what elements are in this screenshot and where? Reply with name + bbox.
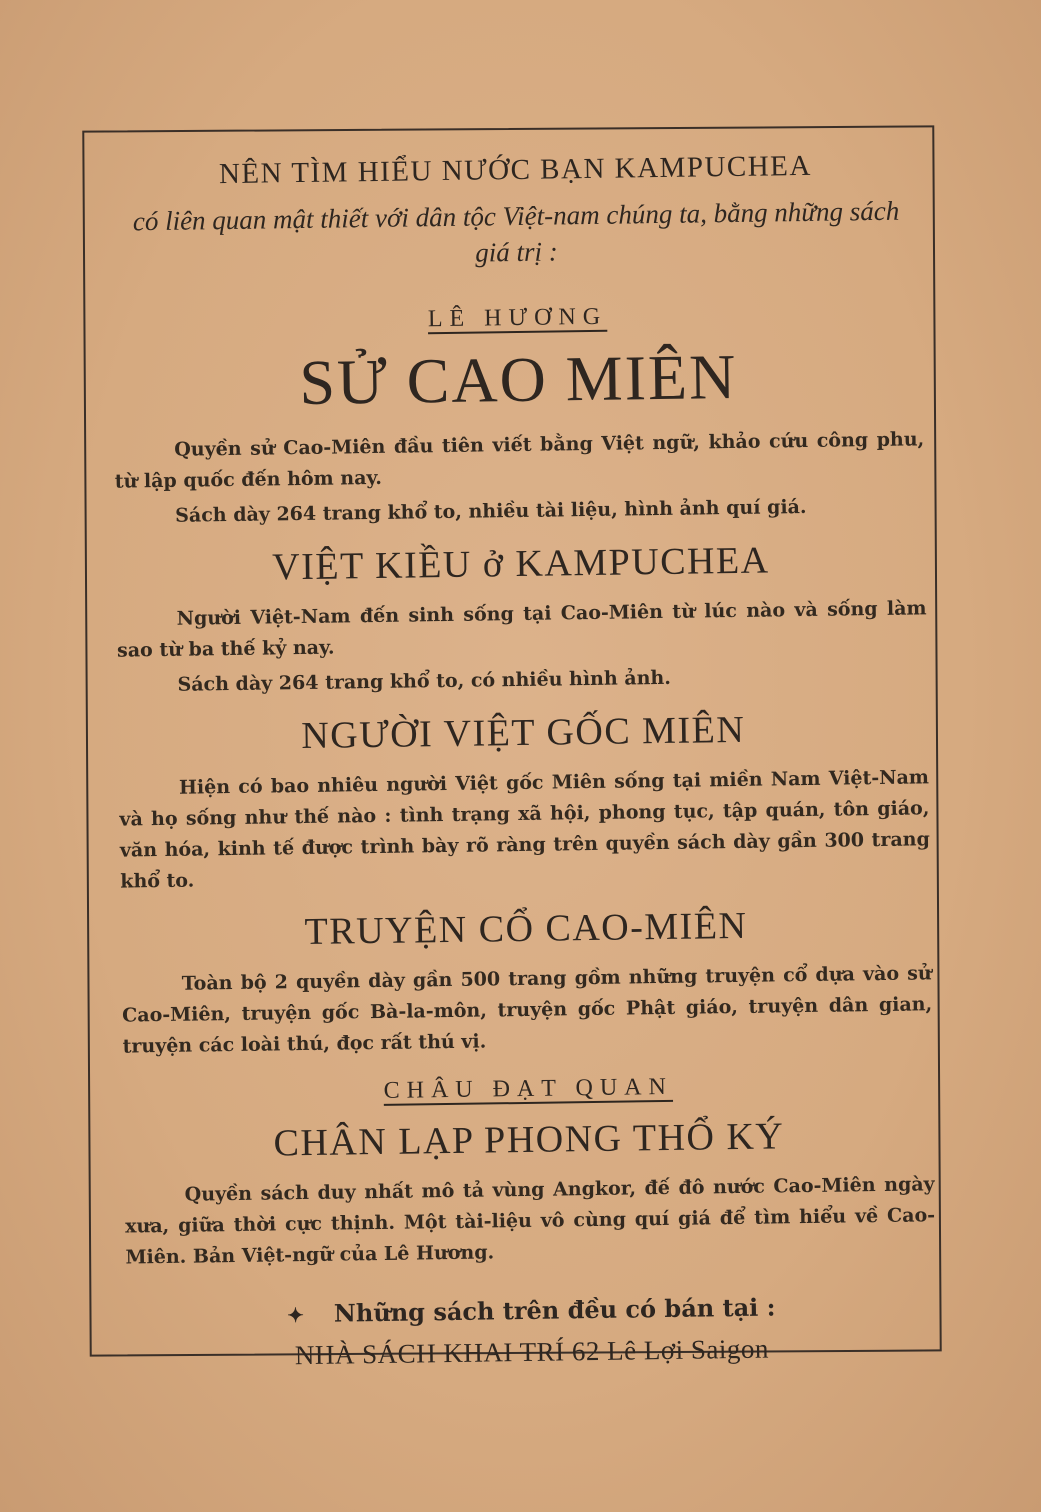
author-le-huong: LÊ HƯƠNG: [427, 303, 608, 333]
book-title-nguoi-viet-goc-mien: NGƯỜI VIỆT GỐC MIÊN: [301, 708, 746, 758]
advertisement: [110, 134, 937, 1376]
book-title-truyen-co: TRUYỆN CỔ CAO-MIÊN: [304, 904, 748, 954]
book-description: Hiện có bao nhiêu người Việt gốc Miên sống tại miền Nam Việt-Nam và họ sống như thế nào : tình trạng xã hội, phong tục, tập quán, tôn giáo, văn hóa, kinh tế được trình bày rõ ràng trên quyền sách dày gần 300 trang khổ to.: [119, 766, 930, 893]
author-chau-dat-quan: CHÂU ĐẠT QUAN: [383, 1073, 674, 1104]
book-description: Toàn bộ 2 quyền dày gần 500 trang gồm những truyện cổ dựa vào sử Cao-Miên, truyện gốc Bà-la-môn, truyện gốc Phật giáo, truyện dân gian, truyện các loài thú, đọc rất thú vị.: [122, 962, 933, 1058]
page-heading: NÊN TÌM HIỂU NƯỚC BẠN KAMPUCHEA: [218, 149, 813, 191]
subheading: có liên quan mật thiết với dân tộc Việt-nam chúng ta, bằng những sách giá trị :: [132, 195, 900, 268]
book-detail: Sách dày 264 trang khổ to, có nhiều hình ảnh.: [177, 666, 672, 696]
bookstore-address: NHÀ SÁCH KHAI TRÍ 62 Lê Lợi Saigon: [294, 1333, 770, 1371]
book-title-viet-kieu: VIỆT KIỀU ở KAMPUCHEA: [271, 539, 770, 589]
book-description: Quyền sách duy nhất mô tả vùng Angkor, đế đô nước Cao-Miên ngày xưa, giữa thời cực thịnh. Một tài-liệu vô cùng quí giá để tìm hiểu về Cao-Miên. Bản Việt-ngữ của Lê Hương.: [124, 1173, 936, 1269]
book-description: Quyền sử Cao-Miên đầu tiên viết bằng Việt ngữ, khảo cứu công phu, từ lập quốc đến hôm nay.: [114, 428, 925, 493]
book-description: Người Việt-Nam đến sinh sống tại Cao-Miên từ lúc nào và sống làm sao từ ba thế kỷ nay.: [116, 597, 927, 662]
book-detail: Sách dày 264 trang khổ to, nhiều tài liệu, hình ảnh quí giá.: [175, 495, 807, 527]
book-title-su-cao-mien: SỬ CAO MIÊN: [298, 340, 738, 419]
availability-text: Những sách trên đều có bán tại :: [333, 1292, 776, 1328]
book-title-chan-lap: CHÂN LẠP PHONG THỔ KÝ: [273, 1115, 785, 1165]
bullet-icon: ✦: [287, 1303, 305, 1328]
availability-note: [126, 1288, 936, 1334]
